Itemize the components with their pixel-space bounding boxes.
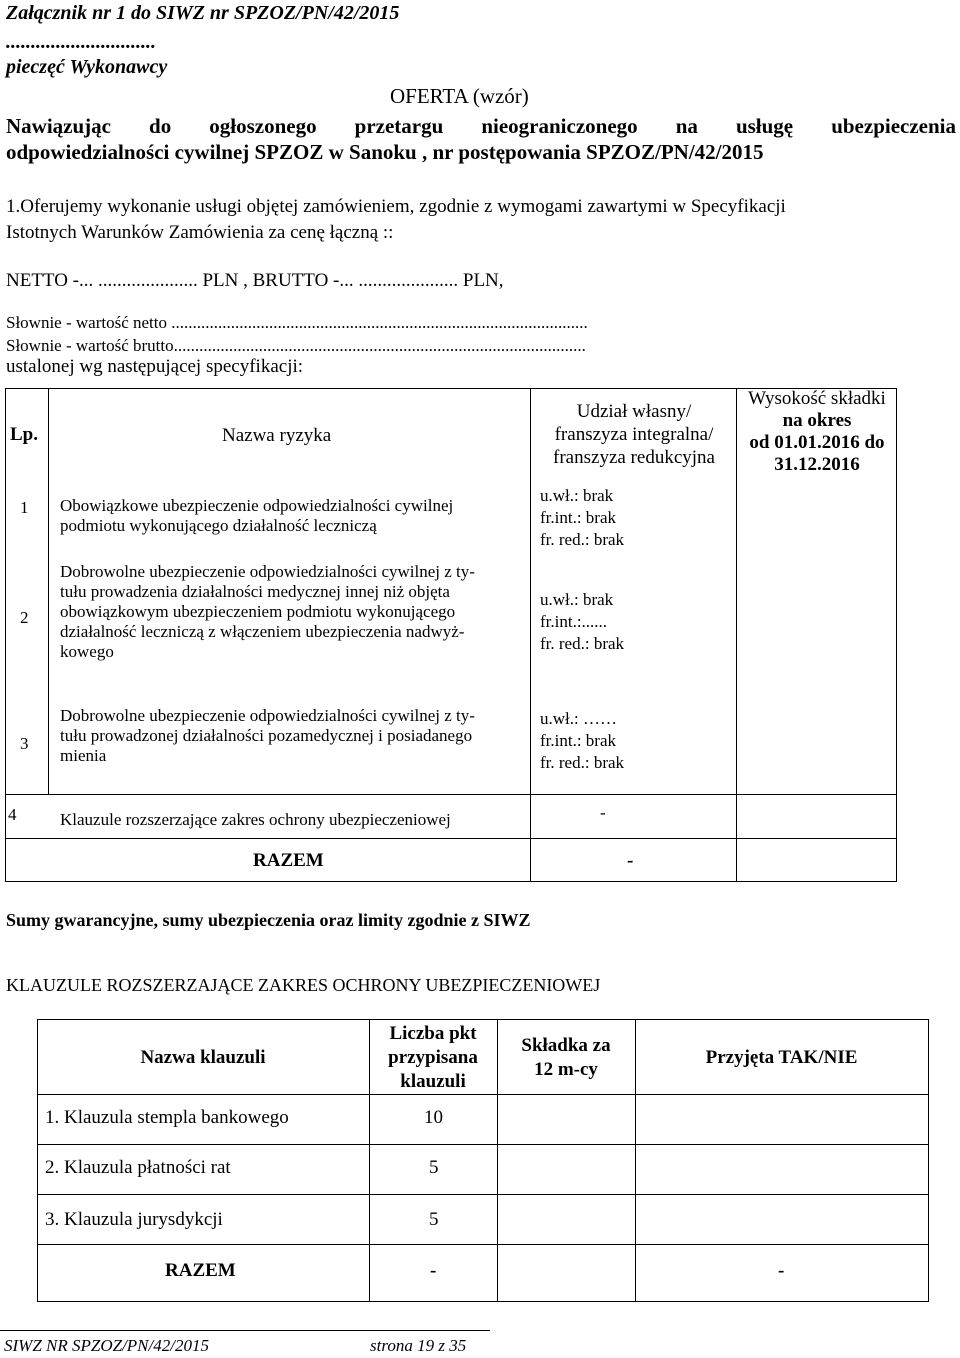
- row-1-deductible: u.wł.: brak fr.int.: brak fr. red.: brak: [540, 486, 625, 549]
- clauses-title: KLAUZULE ROZSZERZAJĄCE ZAKRES OCHRONY UBEZPIECZENIOWEJ: [6, 975, 601, 995]
- row-2-lp: 2: [20, 608, 29, 627]
- clause-row-2-points: 5: [429, 1157, 439, 1178]
- row-3-lp: 3: [20, 734, 29, 753]
- row-4-lp: 4: [8, 805, 17, 824]
- annex-title: Załącznik nr 1 do SIWZ nr SPZOZ/PN/42/2015: [6, 2, 400, 24]
- clause-row-2-name: 2. Klauzula płatności rat: [45, 1157, 231, 1178]
- clause-header-accepted: Przyjęta TAK/NIE: [705, 1047, 858, 1068]
- clause-row-3-points: 5: [429, 1209, 439, 1230]
- footer-doc: SIWZ NR SPZOZ/PN/42/2015: [4, 1336, 209, 1355]
- clause-total-premium: -: [778, 1260, 785, 1281]
- footer-page: strona 19 z 35: [370, 1336, 467, 1355]
- stamp-dots: ..............................: [6, 31, 156, 53]
- offer-line-2: Istotnych Warunków Zamówienia za cenę łączną ::: [6, 222, 394, 243]
- header-risk-name: Nazwa ryzyka: [222, 425, 332, 446]
- offer-title: OFERTA (wzór): [390, 84, 529, 108]
- row-4-name: Klauzule rozszerzające zakres ochrony ubezpieczeniowej: [60, 810, 451, 829]
- clause-total-label: RAZEM: [165, 1260, 236, 1281]
- offer-line-1: 1.Oferujemy wykonanie usługi objętej zamówieniem, zgodnie z wymogami zawartymi w Specyfikacji: [6, 196, 786, 217]
- words-netto: Słownie - wartość netto ..................................................................................................: [6, 313, 588, 332]
- intro-line-2: odpowiedzialności cywilnej SPZOZ w Sanoku , nr postępowania SPZOZ/PN/42/2015: [6, 140, 764, 164]
- row-3-name: Dobrowolne ubezpieczenie odpowiedzialności cywilnej z ty- tułu prowadzonej działalności pozamedycznej i posiadanego mienia: [60, 706, 475, 765]
- price-line: NETTO -... ..................... PLN , BRUTTO -... ..................... PLN,: [6, 270, 504, 291]
- header-premium: Wysokość składki na okres od 01.01.2016 do 31.12.2016: [748, 388, 886, 475]
- clause-row-1-name: 1. Klauzula stempla bankowego: [45, 1107, 289, 1128]
- row-1-name: Obowiązkowe ubezpieczenie odpowiedzialności cywilnej podmiotu wykonującego działalność leczniczą: [60, 496, 454, 535]
- words-brutto: Słownie - wartość brutto.................................................................................................: [6, 336, 586, 355]
- clause-row-1-points: 10: [424, 1107, 443, 1128]
- header-deductible: Udział własny/ franszyza integralna/ franszyza redukcyjna: [553, 401, 715, 468]
- clause-total-points: -: [430, 1260, 437, 1281]
- clause-row-3-name: 3. Klauzula jurysdykcji: [45, 1209, 223, 1230]
- header-lp: Lp.: [10, 424, 38, 445]
- row-1-lp: 1: [20, 498, 29, 517]
- stamp-label: pieczęć Wykonawcy: [6, 56, 168, 78]
- risk-total-label: RAZEM: [253, 850, 324, 871]
- row-4-deductible: -: [600, 803, 606, 822]
- clause-header-points: Liczba pkt przypisana klauzuli: [388, 1023, 478, 1092]
- row-2-name: Dobrowolne ubezpieczenie odpowiedzialności cywilnej z ty- tułu prowadzenia działalności medycznej innej niż objęta obowiązkowym ubezpieczeniem podmiotu wykonującego działalność leczniczą z włączeniem ubezpieczenia nadwyż- kowego: [60, 562, 475, 661]
- spec-line: ustalonej wg następującej specyfikacji:: [6, 356, 304, 377]
- row-2-deductible: u.wł.: brak fr.int.:...... fr. red.: brak: [540, 590, 625, 653]
- row-3-deductible: u.wł.: …… fr.int.: brak fr. red.: brak: [540, 709, 625, 772]
- intro-line-1: Nawiązując do ogłoszonego przetargu nieograniczonego na usługę ubezpieczenia: [6, 114, 956, 138]
- clause-header-premium: Składka za 12 m-cy: [521, 1035, 611, 1080]
- risk-total-value: -: [627, 850, 634, 871]
- sums-line: Sumy gwarancyjne, sumy ubezpieczenia oraz limity zgodnie z SIWZ: [6, 910, 531, 930]
- clause-header-name: Nazwa klauzuli: [140, 1047, 266, 1068]
